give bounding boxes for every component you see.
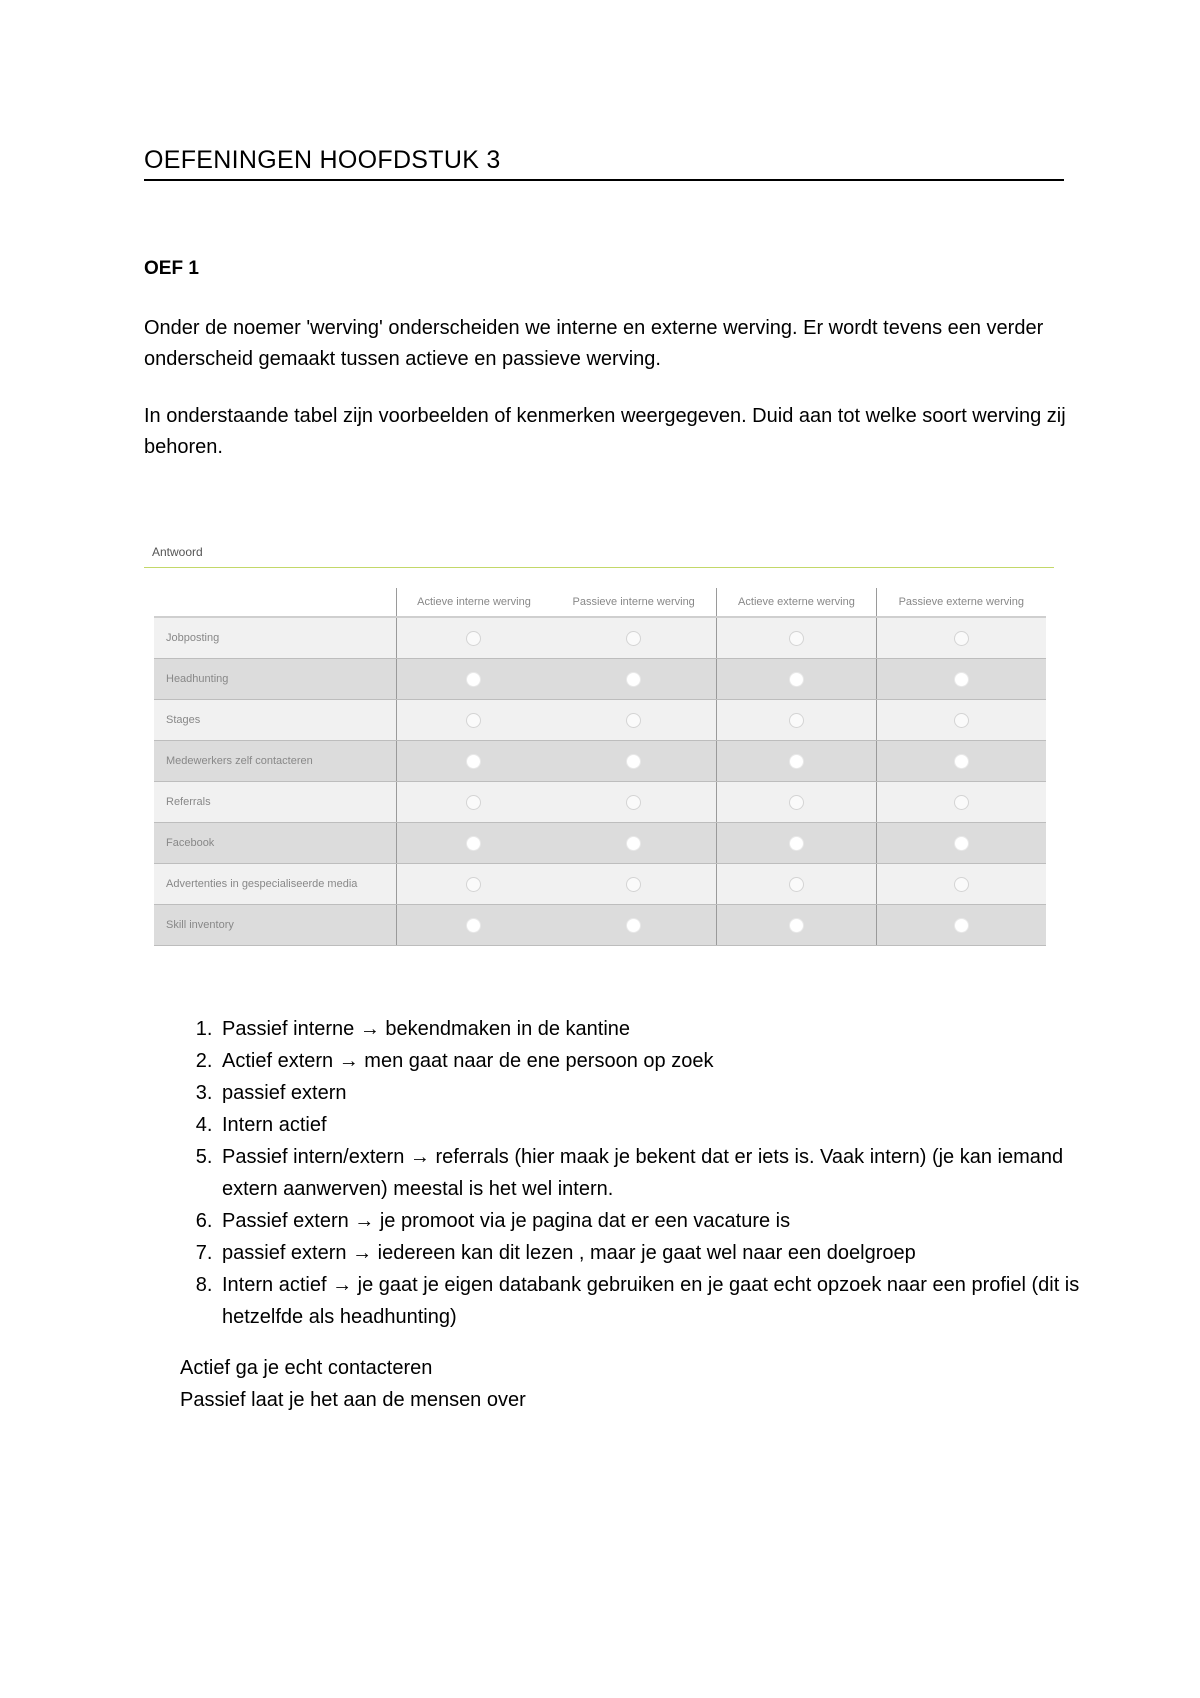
radio-button[interactable] bbox=[789, 795, 804, 810]
radio-button[interactable] bbox=[626, 713, 641, 728]
answer-type: Passief intern/extern bbox=[222, 1146, 405, 1168]
radio-button[interactable] bbox=[789, 631, 804, 646]
closing-line-passive: Passief laat je het aan de mensen over bbox=[180, 1389, 526, 1411]
radio-cell bbox=[717, 741, 876, 782]
radio-button[interactable] bbox=[789, 918, 804, 933]
radio-button[interactable] bbox=[789, 836, 804, 851]
radio-cell bbox=[876, 905, 1046, 946]
table-row bbox=[154, 741, 1046, 782]
radio-cell bbox=[397, 617, 551, 659]
answer-item bbox=[218, 1269, 1098, 1333]
answer-item bbox=[218, 1237, 1098, 1269]
instruction-paragraph: In onderstaande tabel zijn voorbeelden of kenmerken weergegeven. Duid aan tot welke soort werving zij behoren. bbox=[144, 405, 1066, 458]
radio-cell bbox=[717, 823, 876, 864]
radio-cell bbox=[876, 617, 1046, 659]
intro-paragraph: Onder de noemer 'werving' onderscheiden we interne en externe werving. Er wordt tevens een verder onderscheid gemaakt tussen actieve en passieve werving. bbox=[144, 317, 1044, 370]
row-label: Stages bbox=[154, 700, 397, 741]
table-header-row bbox=[154, 588, 1046, 617]
arrow-icon: → bbox=[359, 1018, 380, 1040]
radio-cell bbox=[551, 782, 717, 823]
radio-button[interactable] bbox=[789, 713, 804, 728]
answer-type: Intern actief bbox=[222, 1114, 327, 1136]
radio-button[interactable] bbox=[954, 836, 969, 851]
answer-item bbox=[218, 1109, 1098, 1141]
radio-cell bbox=[876, 700, 1046, 741]
table-row bbox=[154, 700, 1046, 741]
radio-button[interactable] bbox=[954, 877, 969, 892]
column-header: Passieve externe werving bbox=[876, 588, 1046, 617]
radio-cell bbox=[717, 700, 876, 741]
answer-type: Actief extern bbox=[222, 1050, 334, 1072]
radio-button[interactable] bbox=[954, 672, 969, 687]
radio-cell bbox=[717, 617, 876, 659]
arrow-icon: → bbox=[354, 1210, 375, 1232]
answer-item bbox=[218, 1013, 1098, 1045]
table-row bbox=[154, 905, 1046, 946]
radio-cell bbox=[397, 741, 551, 782]
radio-cell bbox=[551, 823, 717, 864]
radio-button[interactable] bbox=[954, 713, 969, 728]
radio-cell bbox=[397, 659, 551, 700]
radio-cell bbox=[397, 700, 551, 741]
answer-item bbox=[218, 1077, 1098, 1109]
radio-button[interactable] bbox=[466, 672, 481, 687]
radio-cell bbox=[551, 617, 717, 659]
page-title: OEFENINGEN HOOFDSTUK 3 bbox=[144, 146, 1064, 181]
radio-cell bbox=[397, 864, 551, 905]
radio-button[interactable] bbox=[954, 754, 969, 769]
radio-cell bbox=[551, 659, 717, 700]
arrow-icon: → bbox=[352, 1242, 373, 1264]
radio-cell bbox=[551, 741, 717, 782]
answer-explanation: je promoot via je pagina dat er een vacature is bbox=[379, 1210, 791, 1232]
arrow-icon: → bbox=[338, 1050, 359, 1072]
row-label: Referrals bbox=[154, 782, 397, 823]
radio-button[interactable] bbox=[466, 877, 481, 892]
radio-cell bbox=[717, 782, 876, 823]
classification-table bbox=[154, 588, 1046, 946]
answer-type: passief extern bbox=[222, 1082, 347, 1104]
radio-button[interactable] bbox=[954, 918, 969, 933]
radio-button[interactable] bbox=[626, 672, 641, 687]
radio-button[interactable] bbox=[954, 631, 969, 646]
answer-explanation: men gaat naar de ene persoon op zoek bbox=[364, 1050, 714, 1072]
answer-explanation: je gaat je eigen databank gebruiken en je gaat echt opzoek naar een profiel (dit is hetzelfde als headhunting) bbox=[222, 1274, 1080, 1328]
radio-button[interactable] bbox=[466, 754, 481, 769]
radio-cell bbox=[717, 864, 876, 905]
table-row bbox=[154, 864, 1046, 905]
answer-item bbox=[218, 1205, 1098, 1237]
table-row bbox=[154, 617, 1046, 659]
radio-button[interactable] bbox=[466, 795, 481, 810]
empty-header-cell bbox=[154, 588, 397, 617]
radio-button[interactable] bbox=[626, 795, 641, 810]
radio-button[interactable] bbox=[626, 836, 641, 851]
radio-button[interactable] bbox=[789, 877, 804, 892]
radio-cell bbox=[551, 905, 717, 946]
answer-type: passief extern bbox=[222, 1242, 347, 1264]
row-label: Headhunting bbox=[154, 659, 397, 700]
answer-item bbox=[218, 1141, 1098, 1205]
row-label: Skill inventory bbox=[154, 905, 397, 946]
answer-explanation: bekendmaken in de kantine bbox=[385, 1018, 631, 1040]
radio-cell bbox=[551, 864, 717, 905]
radio-button[interactable] bbox=[626, 631, 641, 646]
arrow-icon: → bbox=[409, 1146, 430, 1168]
row-label: Advertenties in gespecialiseerde media bbox=[154, 864, 397, 905]
radio-button[interactable] bbox=[626, 918, 641, 933]
column-header: Actieve externe werving bbox=[717, 588, 876, 617]
row-label: Facebook bbox=[154, 823, 397, 864]
closing-line-active: Actief ga je echt contacteren bbox=[180, 1357, 433, 1379]
radio-cell bbox=[397, 823, 551, 864]
radio-button[interactable] bbox=[466, 631, 481, 646]
row-label: Medewerkers zelf contacteren bbox=[154, 741, 397, 782]
answer-explanation: iedereen kan dit lezen , maar je gaat wel naar een doelgroep bbox=[377, 1242, 916, 1264]
radio-cell bbox=[551, 700, 717, 741]
radio-cell bbox=[876, 864, 1046, 905]
answer-explanation: referrals (hier maak je bekent dat er iets is. Vaak intern) (je kan iemand extern aanwerven) meestal is het wel intern. bbox=[222, 1146, 1064, 1200]
radio-cell bbox=[717, 905, 876, 946]
arrow-icon: → bbox=[332, 1274, 353, 1296]
radio-button[interactable] bbox=[466, 918, 481, 933]
radio-button[interactable] bbox=[466, 713, 481, 728]
radio-cell bbox=[397, 782, 551, 823]
radio-cell bbox=[397, 905, 551, 946]
column-header: Actieve interne werving bbox=[397, 588, 551, 617]
radio-cell bbox=[876, 659, 1046, 700]
answer-divider bbox=[144, 567, 1054, 568]
radio-cell bbox=[876, 823, 1046, 864]
answer-type: Passief extern bbox=[222, 1210, 349, 1232]
radio-button[interactable] bbox=[789, 754, 804, 769]
radio-cell bbox=[717, 659, 876, 700]
answer-item bbox=[218, 1045, 1098, 1077]
radio-button[interactable] bbox=[626, 754, 641, 769]
closing-notes bbox=[180, 1352, 526, 1416]
radio-button[interactable] bbox=[954, 795, 969, 810]
radio-button[interactable] bbox=[789, 672, 804, 687]
radio-cell bbox=[876, 741, 1046, 782]
answer-widget bbox=[144, 545, 1054, 946]
answer-type: Intern actief bbox=[222, 1274, 327, 1296]
answer-label: Antwoord bbox=[152, 545, 203, 559]
answer-list bbox=[180, 1013, 1098, 1333]
radio-button[interactable] bbox=[626, 877, 641, 892]
answer-type: Passief interne bbox=[222, 1018, 355, 1040]
radio-button[interactable] bbox=[466, 836, 481, 851]
table-row bbox=[154, 659, 1046, 700]
table-row bbox=[154, 823, 1046, 864]
table-row bbox=[154, 782, 1046, 823]
row-label: Jobposting bbox=[154, 617, 397, 659]
radio-cell bbox=[876, 782, 1046, 823]
column-header: Passieve interne werving bbox=[551, 588, 717, 617]
section-heading: OEF 1 bbox=[144, 258, 199, 279]
